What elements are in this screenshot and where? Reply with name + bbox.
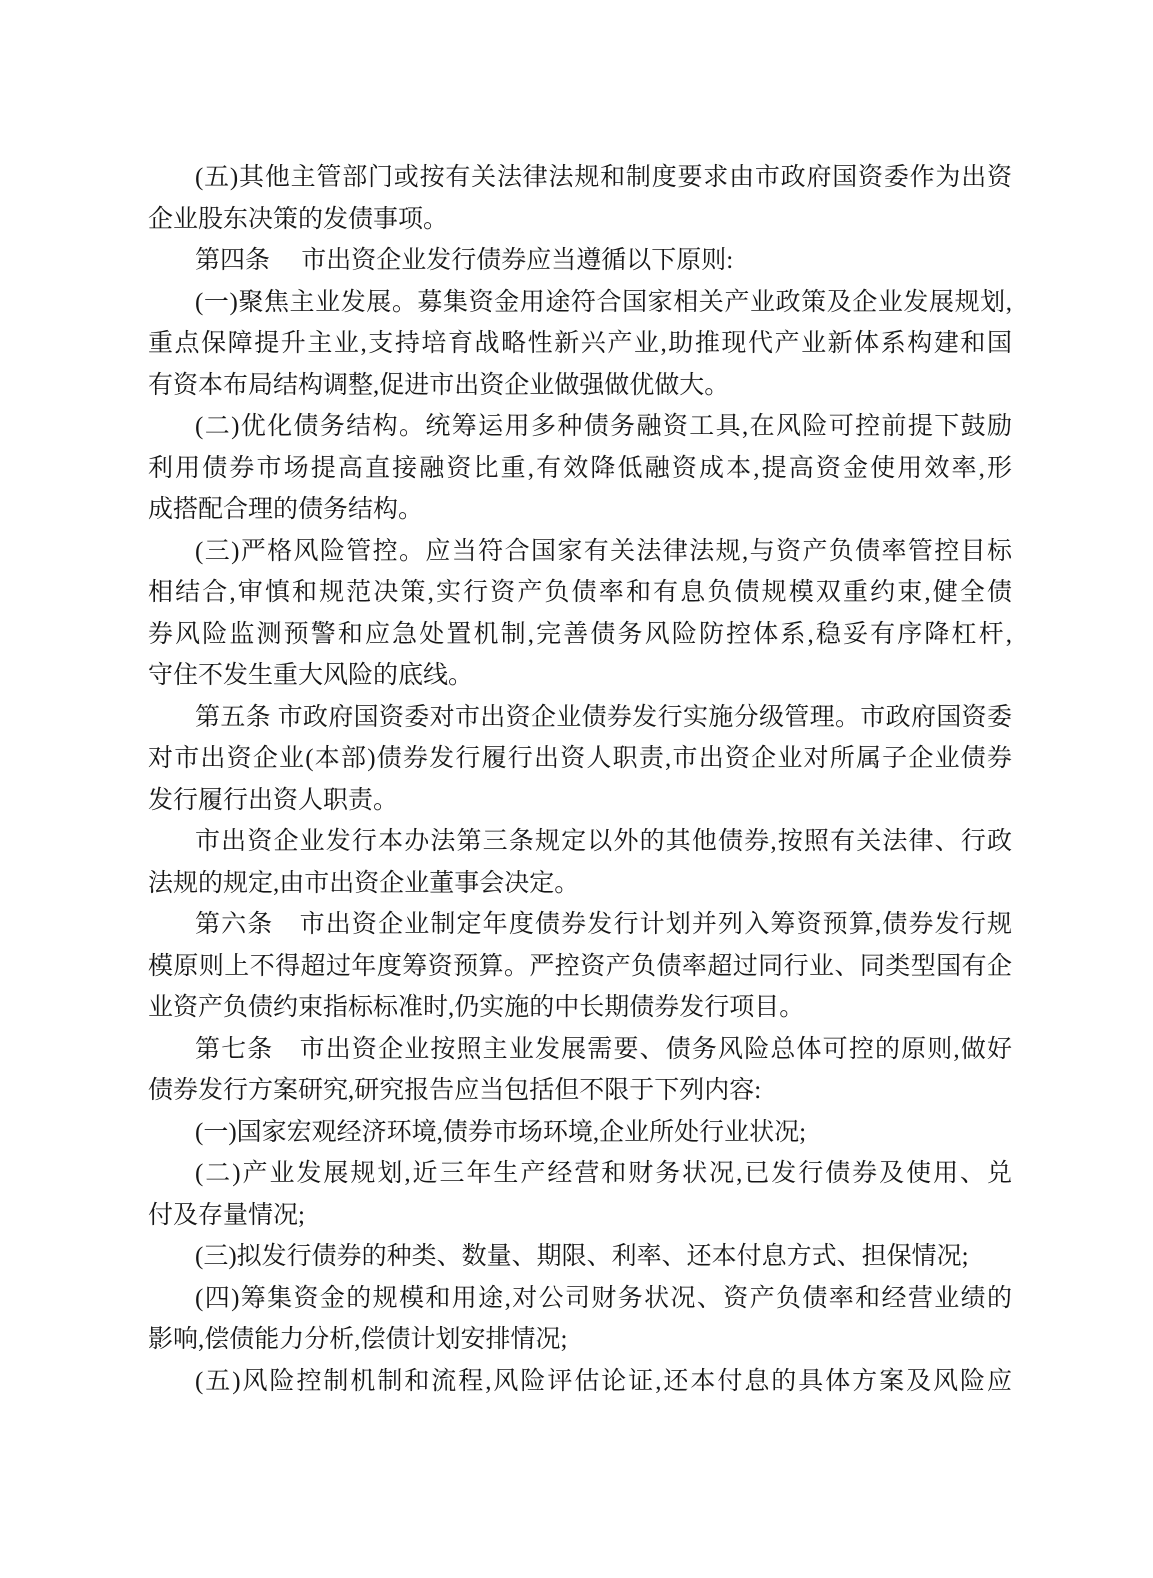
doc-line: 守住不发生重大风险的底线。: [148, 662, 474, 689]
doc-line: (一)国家宏观经济环境,债券市场环境,企业所处行业状况;: [195, 1118, 807, 1146]
doc-line: (五)其他主管部门或按有关法律法规和制度要求由市政府国资委作为出资: [195, 164, 1012, 191]
doc-line: 影响,偿债能力分析,偿债计划安排情况;: [148, 1326, 568, 1353]
doc-line: 券风险监测预警和应急处置机制,完善债务风险防控体系,稳妥有序降杠杆,: [148, 620, 1012, 648]
doc-line: 重点保障提升主业,支持培育战略性新兴产业,助推现代产业新体系构建和国: [148, 330, 1012, 357]
doc-line: 企业股东决策的发债事项。: [148, 205, 449, 233]
article-7-heading-line: 第七条 市出资企业按照主业发展需要、债务风险总体可控的原则,做好: [195, 1035, 1012, 1063]
doc-line: (三)严格风险管控。应当符合国家有关法律法规,与资产负债率管控目标: [195, 537, 1012, 565]
doc-line: (四)筹集资金的规模和用途,对公司财务状况、资产负债率和经营业绩的: [195, 1284, 1012, 1312]
doc-line: 模原则上不得超过年度筹资预算。严控资产负债率超过同行业、同类型国有企: [148, 952, 1012, 980]
doc-line: 相结合,审慎和规范决策,实行资产负债率和有息负债规模双重约束,健全债: [148, 579, 1012, 606]
article-5-heading-line: 第五条 市政府国资委对市出资企业债券发行实施分级管理。市政府国资委: [195, 703, 1012, 731]
doc-line: (二)产业发展规划,近三年生产经营和财务状况,已发行债券及使用、兑: [195, 1160, 1012, 1187]
doc-line: 有资本布局结构调整,促进市出资企业做强做优做大。: [148, 371, 730, 399]
document-body-text: [148, 157, 1012, 1402]
article-4-heading-line: 第四条 市出资企业发行债券应当遵循以下原则:: [195, 247, 734, 274]
doc-line: 成搭配合理的债务结构。: [148, 496, 424, 523]
doc-line: 市出资企业发行本办法第三条规定以外的其他债券,按照有关法律、行政: [195, 828, 1012, 855]
doc-line: (一)聚焦主业发展。募集资金用途符合国家相关产业政策及企业发展规划,: [195, 288, 1012, 316]
doc-line: 债券发行方案研究,研究报告应当包括但不限于下列内容:: [148, 1077, 762, 1104]
doc-line: (二)优化债务结构。统筹运用多种债务融资工具,在风险可控前提下鼓励: [195, 413, 1012, 440]
doc-line: 付及存量情况;: [148, 1201, 305, 1229]
doc-line: 利用债券市场提高直接融资比重,有效降低融资成本,提高资金使用效率,形: [148, 454, 1012, 482]
doc-line: 发行履行出资人职责。: [148, 786, 399, 814]
doc-line: 法规的规定,由市出资企业董事会决定。: [148, 869, 580, 897]
article-6-heading-line: 第六条 市出资企业制定年度债券发行计划并列入筹资预算,债券发行规: [195, 911, 1012, 938]
doc-line: (五)风险控制机制和流程,风险评估论证,还本付息的具体方案及风险应: [195, 1367, 1012, 1395]
doc-line: (三)拟发行债券的种类、数量、期限、利率、还本付息方式、担保情况;: [195, 1243, 969, 1270]
doc-line: 对市出资企业(本部)债券发行履行出资人职责,市出资企业对所属子企业债券: [148, 745, 1012, 772]
doc-line: 业资产负债约束指标标准时,仍实施的中长期债券发行项目。: [148, 994, 805, 1021]
